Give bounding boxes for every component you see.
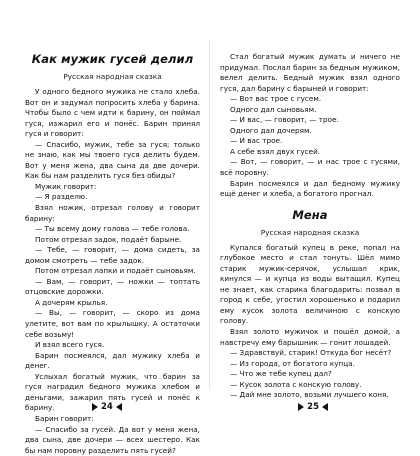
paragraph: — Я разделю. [25, 192, 200, 203]
arrow-right-icon [92, 403, 98, 411]
paragraph: Мужик говорит: [25, 182, 200, 193]
left-page [0, 0, 210, 420]
story-subtitle: Русская народная сказка [220, 228, 400, 237]
paragraph: — Здравствуй, старик! Откуда бог несёт? [220, 348, 400, 359]
paragraph: — Спасибо, мужик, тебе за гуся; только не знаю, как мы твоего гуся делить будем. Вот у меня жена, два сына да две дочери. Как бы нам разделить гуся без обиды? [25, 140, 200, 182]
paragraph: Одного дал дочерям. [220, 126, 400, 137]
arrow-right-icon [298, 403, 304, 411]
paragraph: Барин говорит: [25, 414, 200, 425]
paragraph: — Ты всему дому голова — тебе голова. [25, 224, 200, 235]
paragraph: — И вас, — говорит, — трое. [220, 115, 400, 126]
page-number-right [298, 402, 328, 412]
right-story-continuation [220, 52, 400, 200]
paragraph: Одного дал сыновьям. [220, 105, 400, 116]
right-story-text [220, 243, 400, 401]
paragraph: Потом отрезал задок, подаёт барыне. [25, 235, 200, 246]
right-page [210, 0, 420, 420]
paragraph: — И вас трое. [220, 136, 400, 147]
paragraph: — Из города, от богатого купца. [220, 359, 400, 370]
paragraph: Барин посмеялся, дал мужику хлеба и денег. [25, 351, 200, 372]
story-title: Мена [220, 208, 400, 222]
paragraph: А себе взял двух гусей. [220, 147, 400, 158]
story-subtitle: Русская народная сказка [25, 72, 200, 81]
paragraph: Стал богатый мужик думать и ничего не придумал. Послал барин за бедным мужиком, велел делить. Бедный мужик взял одного гуся, дал барину с барыней и говорит: [220, 52, 400, 94]
paragraph: — Спасибо за гусей. Да вот у меня жена, два сына, две дочери — всех шестеро. Как бы нам поровну разделить пять гусей? [25, 425, 200, 456]
page-number-left [92, 402, 122, 412]
paragraph: — Тебе, — говорит, — дома сидеть, за домом смотреть — тебе задок. [25, 245, 200, 266]
paragraph: — Вы, — говорит, — скоро из дома улетите, вот вам по крылышку. А остаточки себе возьму! [25, 308, 200, 340]
paragraph: — Что же тебе купец дал? [220, 369, 400, 380]
story-title: Как мужик гусей делил [25, 52, 200, 66]
paragraph: Взял ножик, отрезал голову и говорит барину: [25, 203, 200, 224]
paragraph: Барин посмеялся и дал бедному мужику ещё денег и хлеба, а богатого прогнал. [220, 179, 400, 200]
arrow-left-icon [322, 403, 328, 411]
paragraph: Взял золото мужичок и пошёл домой, а навстречу ему барышник — гонит лошадей. [220, 327, 400, 348]
left-story-text [25, 87, 200, 456]
page-number-text: 24 [101, 402, 113, 412]
paragraph: — Дай мне золото, возьми лучшего коня. [220, 390, 400, 401]
paragraph: — Вот вас трое с гусем. [220, 94, 400, 105]
paragraph: Потом отрезал лапки и подаёт сыновьям. [25, 266, 200, 277]
page-number-text: 25 [307, 402, 319, 412]
arrow-left-icon [116, 403, 122, 411]
paragraph: У одного бедного мужика не стало хлеба. Вот он и задумал попросить хлеба у барина. Чтобы было с чем идти к барину, он поймал гуся, изжарил его и понёс. Барин принял гуся и говорит: [25, 87, 200, 140]
paragraph: — Вот, — говорит, — и нас трое с гусями, всё поровну. [220, 157, 400, 178]
paragraph: — Кусок золота с конскую голову. [220, 380, 400, 391]
paragraph: Купался богатый купец в реке, попал на глубокое место и стал тонуть. Шёл мимо старик мужик-серячок, услышал крик, кинулся — и купца из воды вытащил. Купец не знает, как старика благодарить: позвал в город к себе, угостил хорошенько и подарил ему кусок золота величиною с конскую голову. [220, 243, 400, 327]
paragraph: А дочерям крылья. [25, 298, 200, 309]
paragraph: И взял всего гуся. [25, 340, 200, 351]
paragraph: — Вам, — говорит, — ножки — топтать отцовские дорожки. [25, 277, 200, 298]
paragraph: Услыхал богатый мужик, что барин за гуся наградил бедного мужика хлебом и деньгами, зажарил пять гусей и понёс к барину. [25, 372, 200, 414]
